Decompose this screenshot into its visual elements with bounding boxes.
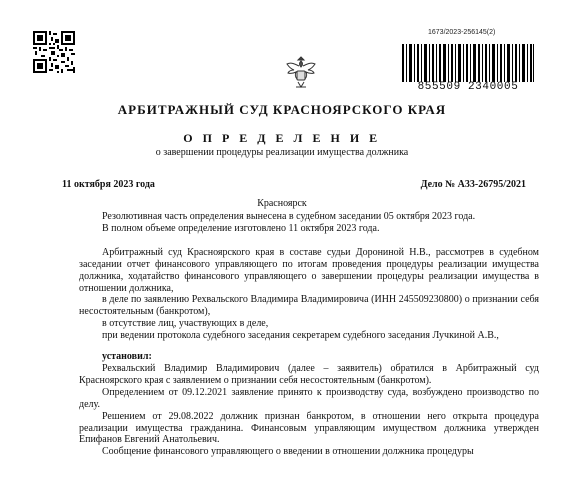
paragraph-bankruptcy-decision: Решением от 29.08.2022 должник признан банкротом, в отношении него открыта процедура реализации имущества гражданина. Финансовым управляющим имуществом должника утвержден Епифанов Евгений Анатольевич. <box>79 410 539 446</box>
court-name: АРБИТРАЖНЫЙ СУД КРАСНОЯРСКОГО КРАЯ <box>117 102 447 117</box>
city: Красноярск <box>257 198 307 209</box>
case-number: Дело № А33-26795/2021 <box>420 179 526 190</box>
coat-of-arms-icon <box>284 54 318 92</box>
document-subject: о завершении процедуры реализации имущества должника <box>155 147 409 158</box>
paragraph-notice: Сообщение финансового управляющего о введении в отношении должника процедуры <box>102 446 474 458</box>
document-date: 11 октября 2023 года <box>62 179 155 190</box>
paragraph-full-text-date: В полном объеме определение изготовлено 11 октября 2023 года. <box>102 222 380 234</box>
paragraph-resolution-date: Резолютивная часть определения вынесена в судебном заседании 05 октября 2023 года. <box>102 211 476 222</box>
qr-code <box>33 31 75 73</box>
paragraph-court-composition: Арбитражный суд Красноярского края в составе судьи Дорониной Н.В., рассмотрев в судебном заседании отчет финансового управляющего по итогам проведения процедуры реализации имущества должника, ходатайство финансового управляющего о завершении процедуры реализации имущества в отношении должника, <box>79 246 539 294</box>
paragraph-application: Рехвальский Владимир Владимирович (далее – заявитель) обратился в Арбитражный суд Красноярского края с заявлением о признании себя несостоятельным (банкротом). <box>79 362 539 386</box>
paragraph-acceptance: Определением от 09.12.2021 заявление принято к производству суда, возбуждено производство по делу. <box>79 386 539 410</box>
section-heading: установил: <box>102 351 152 363</box>
document-type-title: О П Р Е Д Е Л Е Н И Е <box>183 131 381 145</box>
barcode <box>402 44 534 82</box>
barcode-number: 855509 2340005 <box>417 81 519 93</box>
paragraph-absent-parties: в отсутствие лиц, участвующих в деле, <box>102 318 269 330</box>
paragraph-case-applicant: в деле по заявлению Рехвальского Владимира Владимировича (ИНН 245509230800) о признании себя несостоятельным (банкротом), <box>79 294 539 318</box>
paragraph-secretary: при ведении протокола судебного заседания секретарем судебного заседания Лучкиной А.В., <box>102 330 499 342</box>
document-body <box>79 211 539 458</box>
case-reference-code: 1673/2023-256145(2) <box>428 29 496 36</box>
